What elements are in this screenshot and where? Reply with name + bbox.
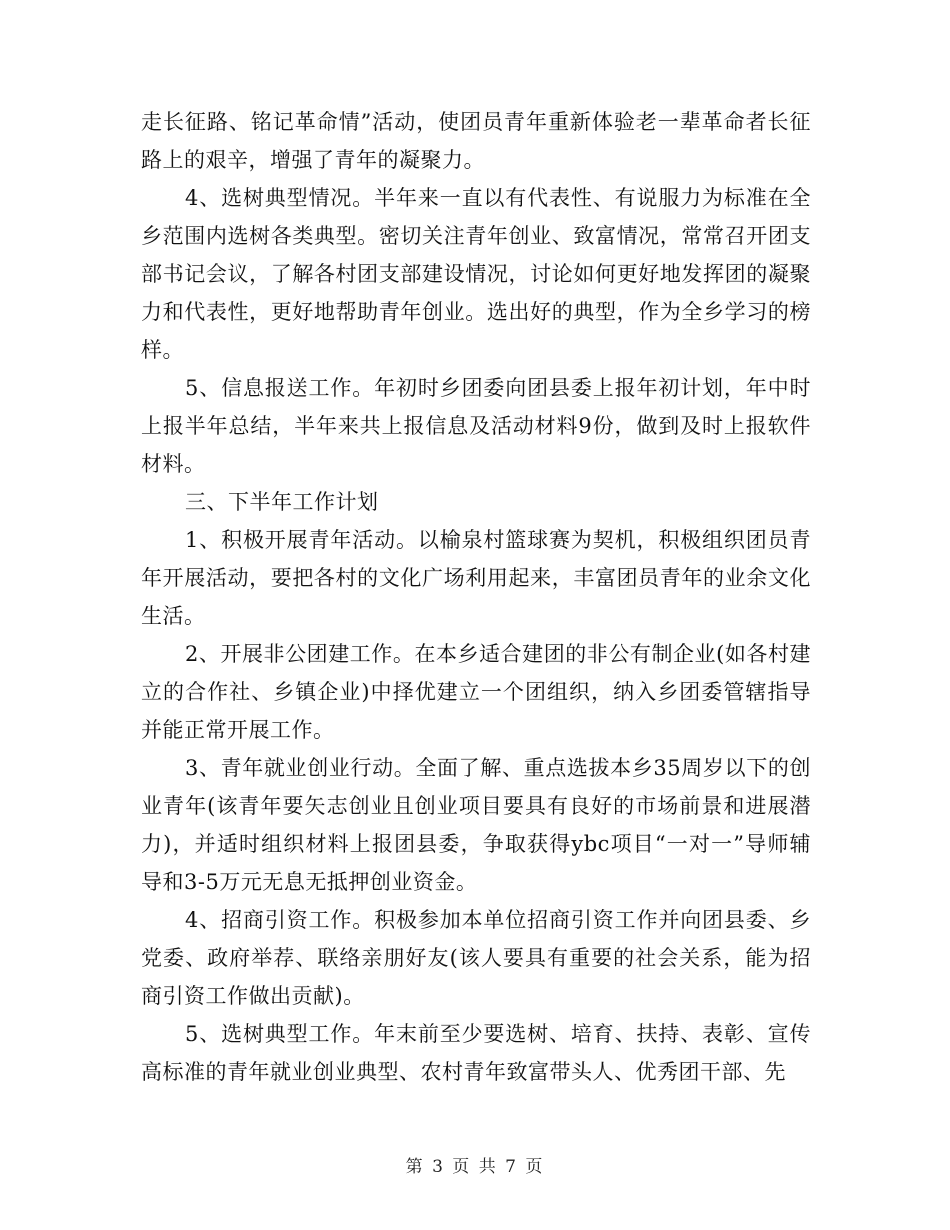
paragraph-employment-entrepreneurship: 3、青年就业创业行动。全面了解、重点选拔本乡35周岁以下的创业青年(该青年要矢志创业且创业项目要具有良好的市场前景和进展潜力)，并适时组织材料上报团县委，争取获得ybc项目“一对一”导师辅导和3-5万元无息无抵押创业资金。 xyxy=(141,756,811,894)
paragraph-continuation: 走长征路、铭记革命情”活动，使团员青年重新体验老一辈革命者长征路上的艰辛，增强了青年的凝聚力。 xyxy=(141,110,811,172)
section-heading-plan: 三、下半年工作计划 xyxy=(185,490,379,514)
paragraph-information-reporting: 5、信息报送工作。年初时乡团委向团县委上报年初计划，年中时上报半年总结，半年来共上报信息及活动材料9份，做到及时上报软件材料。 xyxy=(141,376,811,476)
paragraph-non-public-league: 2、开展非公团建工作。在本乡适合建团的非公有制企业(如各村建立的合作社、乡镇企业)中择优建立一个团组织，纳入乡团委管辖指导并能正常开展工作。 xyxy=(141,642,811,742)
document-body xyxy=(141,103,811,1091)
paragraph-investment-promotion: 4、招商引资工作。积极参加本单位招商引资工作并向团县委、乡党委、政府举荐、联络亲朋好友(该人要具有重要的社会关系，能为招商引资工作做出贡献)。 xyxy=(141,908,811,1008)
page-number-footer: 第 3 页 共 7 页 xyxy=(405,1157,545,1177)
paragraph-typical-work: 5、选树典型工作。年末前至少要选树、培育、扶持、表彰、宣传高标准的青年就业创业典型、农村青年致富带头人、优秀团干部、先 xyxy=(141,1022,811,1084)
paragraph-typical-selection: 4、选树典型情况。半年来一直以有代表性、有说服力为标准在全乡范围内选树各类典型。密切关注青年创业、致富情况，常常召开团支部书记会议，了解各村团支部建设情况，讨论如何更好地发挥团的凝聚力和代表性，更好地帮助青年创业。选出好的典型，作为全乡学习的榜样。 xyxy=(141,186,811,362)
paragraph-youth-activities: 1、积极开展青年活动。以榆泉村篮球赛为契机，积极组织团员青年开展活动，要把各村的文化广场利用起来，丰富团员青年的业余文化生活。 xyxy=(141,528,811,628)
